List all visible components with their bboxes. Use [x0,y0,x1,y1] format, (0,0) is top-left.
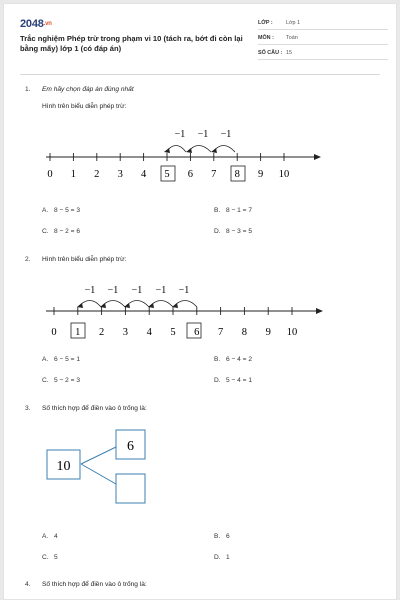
tick-label: 3 [117,169,123,180]
whole-value: 10 [56,459,71,474]
tick-label: 5 [170,327,176,338]
option-letter: B. [214,533,221,540]
option-letter: D. [214,377,221,384]
option-letter: D. [214,228,221,235]
meta-grade [258,18,388,30]
option-letter: A. [42,533,49,540]
arrow-head [164,148,170,153]
number-bond-figure [4,424,397,514]
blank-box[interactable] [116,474,145,503]
option-letter: C. [42,228,49,235]
tick-label: 6 [194,327,200,338]
option-c[interactable] [42,228,80,235]
option-letter: B. [214,207,221,214]
option-letter: D. [214,554,221,561]
option-c[interactable] [42,377,80,384]
question-instruction: Hình trên biểu diễn phép trừ: [42,256,127,263]
option-text: 8 − 5 = 3 [54,207,81,214]
meta-value: 15 [286,50,292,56]
tick-label: 0 [47,169,53,180]
option-letter: C. [42,377,49,384]
number-line-figure-1 [4,119,397,189]
site-logo[interactable] [20,18,52,30]
arrow-head [124,303,130,308]
header-divider [20,74,380,75]
meta-value: Lớp 1 [286,20,301,26]
jump-label: −1 [84,285,96,296]
number-line-figure-2 [4,279,397,349]
jump-label: −1 [197,129,209,140]
meta-label: MÔN : [258,35,274,41]
option-b[interactable] [214,207,252,214]
tick-label: 0 [51,327,57,338]
tick-label: 9 [265,327,271,338]
question-instruction: Số thích hợp để điền vào ô trống là: [42,405,147,412]
meta-label: SỐ CÂU : [258,50,283,56]
option-text: 8 − 2 = 6 [54,228,81,235]
question-subtext: Hình trên biểu diễn phép trừ: [42,103,127,110]
option-text: 8 − 1 = 7 [226,207,253,214]
option-b[interactable] [214,533,230,540]
option-text: 5 [54,554,58,561]
option-letter: A. [42,356,49,363]
meta-label: LỚP : [258,20,273,26]
arrow-head [314,154,321,160]
tick-label: 7 [211,169,217,180]
tick-label: 8 [234,169,240,180]
jump-label: −1 [131,285,143,296]
option-text: 4 [54,533,58,540]
question-instruction: Em hãy chọn đáp án đúng nhất [42,86,134,93]
tick-label: 1 [75,327,81,338]
tick-label: 6 [187,169,194,180]
option-text: 5 − 2 = 3 [54,377,81,384]
meta-value: Toán [286,35,298,41]
meta-subject [258,33,388,45]
question-number: 1. [25,86,31,93]
connector-line [81,447,116,464]
logo-text: 2048 [20,18,44,30]
jump-label: −1 [178,285,190,296]
option-letter: B. [214,356,221,363]
option-text: 6 − 5 = 1 [54,356,81,363]
arrow-head [100,303,106,308]
part-value: 6 [127,439,134,454]
jump-label: −1 [174,129,186,140]
tick-label: 5 [164,169,170,180]
question-instruction: Số thích hợp để điền vào ô trống là: [42,581,147,588]
jump-label: −1 [155,285,167,296]
tick-label: 2 [98,327,105,338]
option-d[interactable] [214,377,252,384]
option-a[interactable] [42,356,80,363]
option-letter: C. [42,554,49,561]
option-text: 1 [226,554,230,561]
tick-label: 2 [94,169,100,180]
arrow-head [316,308,323,314]
tick-label: 7 [217,327,224,338]
option-d[interactable] [214,228,252,235]
option-text: 6 − 4 = 2 [226,356,253,363]
jump-label: −1 [107,285,119,296]
worksheet [3,3,397,600]
question-number: 4. [25,581,31,588]
tick-label: 4 [140,169,147,180]
option-text: 6 [226,533,230,540]
question-number: 3. [25,405,31,412]
arrow-head [186,148,192,153]
jump-label: −1 [220,129,232,140]
document-title: Trắc nghiệm Phép trừ trong phạm vi 10 (tách ra, bớt đi còn lại bằng mấy) lớp 1 (có đáp án) [20,34,243,53]
connector-line [81,464,116,484]
tick-label: 1 [70,169,77,180]
tick-label: 9 [257,169,264,180]
tick-label: 10 [278,169,290,180]
option-text: 8 − 3 = 5 [226,228,253,235]
tick-label: 10 [286,327,298,338]
logo-suffix: .vn [43,21,52,28]
option-a[interactable] [42,533,58,540]
question-number: 2. [25,256,31,263]
option-c[interactable] [42,554,58,561]
option-letter: A. [42,207,49,214]
arrow-head [211,148,217,153]
option-a[interactable] [42,207,80,214]
tick-label: 4 [146,327,152,338]
option-b[interactable] [214,356,252,363]
tick-label: 8 [241,327,248,338]
option-d[interactable] [214,554,230,561]
tick-label: 3 [122,327,129,338]
meta-question-count [258,48,388,60]
option-text: 5 − 4 = 1 [226,377,253,384]
